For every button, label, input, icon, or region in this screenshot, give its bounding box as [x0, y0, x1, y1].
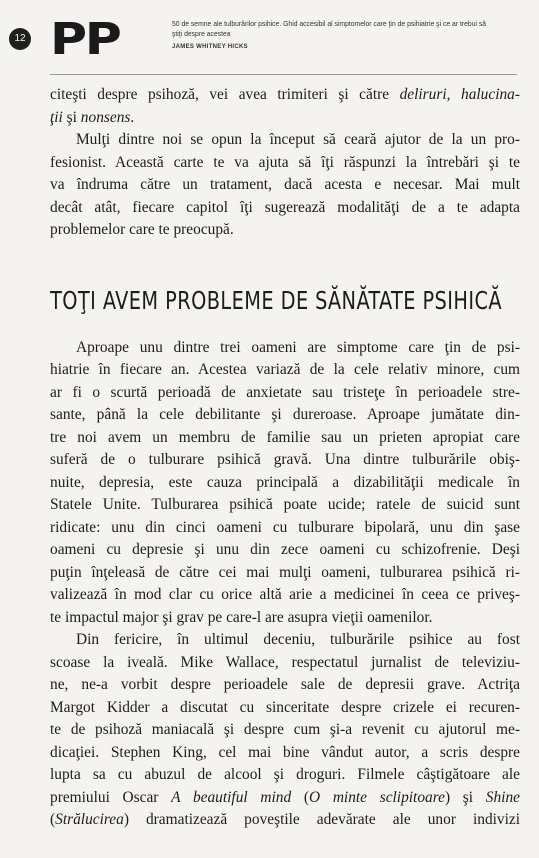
book-author: JAMES WHITNEY HICKS — [172, 44, 248, 50]
text-line: dicaţiei. Stephen King, cel mai bine vândut autor, a scris despre — [50, 743, 520, 761]
text-line: Statele Unite. Tulburarea psihică poate ucide; ratele de suicid sunt — [50, 496, 520, 513]
section-paragraph-2 — [50, 629, 520, 832]
text-line: Mulţi dintre noi se opun la început să ceară ajutor de la un pro- — [76, 131, 520, 148]
text-line: Margot Kidder a discutat cu sinceritate despre crizele ei recuren- — [50, 698, 520, 716]
text-line: decât atât, fiecare capitol îţi sugerează modalităţi de a te adapta — [50, 198, 520, 216]
text-line: va îndruma către un tratament, dacă acesta e necesar. Mai mult — [50, 176, 520, 193]
header-divider — [50, 74, 517, 75]
text-line: te impactul major şi grav pe care-l are asupra vieţii oamenilor. — [50, 608, 433, 626]
text-line: nuite, depresia, este cauza principală a dizabilităţii medicale în — [50, 473, 520, 491]
text-line: premiului Oscar A beautiful mind (O minte sclipitoare) şi Shine — [50, 788, 520, 806]
intro-paragraph-1 — [50, 84, 520, 129]
series-logo: PP — [50, 14, 120, 65]
text-line: te de psihoză maniacală şi despre cum şi-a revenit cu ajutorul me- — [50, 721, 520, 738]
section-heading: TOŢI AVEM PROBLEME DE SĂNĂTATE PSIHICĂ — [50, 285, 503, 315]
text-line: fesionist. Această carte te va ajuta să îţi răspunzi la întrebări şi te — [50, 153, 520, 171]
text-line: Aproape unu dintre trei oameni are simptome care ţin de psi- — [76, 338, 520, 356]
intro-paragraph-2 — [50, 129, 520, 242]
page-header — [0, 0, 539, 80]
page-number-badge: 12 — [9, 28, 31, 50]
page-body — [50, 84, 520, 832]
text-line: puţin înţeleasă de către cei mai mulţi oameni, tulburarea psihică ri- — [50, 563, 520, 581]
text-line: ne, ne-a vorbit despre perioadele sale de depresii grave. Actriţa — [50, 676, 520, 693]
text-line: ridicate: unu din cinci oameni cu tulburare bipolară, unu din şase — [50, 518, 520, 536]
text-line: citeşti despre psihoză, vei avea trimiteri şi către deliruri, halucina- — [50, 86, 520, 103]
text-line: (Strălucirea) dramatizează poveştile adevărate ale unor indivizi — [50, 811, 520, 828]
text-line: valizează în mod clar cu orice altă arie a medicinei în ceea ce priveş- — [50, 586, 520, 603]
text-line: scoase la iveală. Mike Wallace, respectatul jurnalist de televiziu- — [50, 653, 520, 671]
text-line: ar fi o scurtă perioadă de anxietate sau tristeţe în perioadele stre- — [50, 383, 520, 401]
book-title: 50 de semne ale tulburărilor psihice. Ghid accesibil al simptomelor care ţin de psihiatrie şi ce ar trebui să ştiţi despre acestea — [172, 19, 487, 38]
text-line: problemelor care te preocupă. — [50, 221, 234, 238]
text-line: hiatrie în fiecare an. Acestea variază de la cele relativ minore, cum — [50, 361, 520, 378]
text-line: ţii şi nonsens. — [50, 108, 135, 126]
text-line: lupta sa cu abuzul de alcool şi droguri. Filmele câştigătoare ale — [50, 766, 520, 783]
text-line: Din fericire, în ultimul deceniu, tulburările psihice au fost — [76, 631, 520, 648]
text-line: tre noi avem un membru de familie sau un prieten apropiat care — [50, 428, 520, 446]
text-line: suferă de o tulburare psihică gravă. Una dintre tulburările obiş- — [50, 451, 520, 468]
text-line: oameni cu depresie şi unu din zece oameni cu schizofrenie. Deşi — [50, 541, 520, 558]
section-paragraph-1 — [50, 337, 520, 630]
text-line: sante, până la cele debilitante şi dureroase. Aproape jumătate din- — [50, 406, 520, 423]
